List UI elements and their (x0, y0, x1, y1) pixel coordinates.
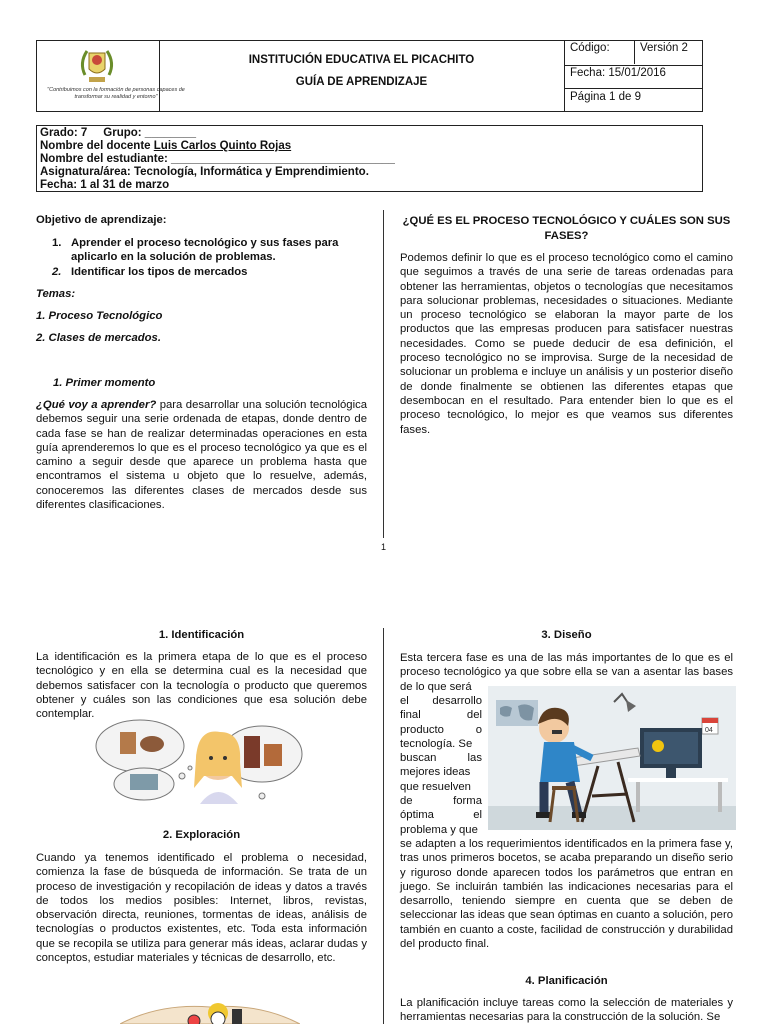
motto: "Contribuimos con la formación de personas capaces de transformar su realidad y entorno" (47, 87, 185, 100)
grade-row (40, 127, 699, 140)
thinking-girl-illustration (92, 718, 308, 804)
document-title: GUÍA DE APRENDIZAJE (295, 76, 428, 88)
topic-1: 1. Proceso Tecnológico (36, 310, 163, 322)
subject-row: Asignatura/área: Tecnología, Informática y Emprendimiento. (40, 166, 369, 178)
objective-title: Objetivo de aprendizaje: (36, 214, 167, 226)
teacher-row (40, 140, 699, 153)
design-col-line: del (466, 709, 482, 722)
institution-name: INSTITUCIÓN EDUCATIVA EL PICACHITO (248, 54, 475, 66)
design-col-line: buscan (400, 752, 437, 765)
design-col-line: las (467, 752, 482, 765)
topic-2: 2. Clases de mercados. (36, 332, 161, 344)
process-title: ¿QUÉ ES EL PROCESO TECNOLÓGICO Y CUÁLES SON SUS FASES? (402, 215, 731, 242)
student-info-box (36, 125, 703, 192)
design-col-line: o (475, 723, 482, 736)
world-map-icon (496, 700, 538, 726)
moment-title: 1. Primer momento (53, 377, 156, 389)
design-narrow-column (400, 694, 482, 837)
learn-paragraph (36, 398, 367, 512)
identification-paragraph: La identificación es la primera etapa de lo que es el proceso tecnológico y en ella se determina cual es la necesidad que debemos satisfacer con la tecnología o producto que queremos obtener y cuáles son las condiciones que esa solución debe contemplar. (36, 651, 367, 721)
lightbulb-icon (652, 740, 664, 752)
exploration-paragraph: Cuando ya tenemos identificado el problema o necesidad, comienza la fase de búsqueda de información. Se trata de un proceso de investigación y recopilación de ideas y datos a través de todos los medios posibles: Internet, libros, revistas, observación directa, reuniones, tormentas de ideas, análisis de tecnologías o productos existentes, etc. Toda esta información que se recopila se utiliza para generar más ideas, aclarar dudas y conceptos, estudiar materiales y técnicas de desarrollo, etc. (36, 852, 367, 965)
objective-1-text: Aprender el proceso tecnológico y sus fases para aplicarlo en la solución de problemas. (71, 237, 339, 264)
planning-title: 4. Planificación (525, 975, 608, 987)
header-table (36, 40, 703, 112)
design-col-line: de (400, 795, 413, 808)
design-col-line: tecnología. Se (400, 737, 473, 750)
student-row: Nombre del estudiante: ___________________________________ (40, 153, 395, 165)
designer-illustration (488, 686, 736, 830)
date-field: Fecha: 15/01/2016 (570, 67, 666, 79)
learn-question: ¿Qué voy a aprender? (36, 399, 157, 411)
design-col-line: el (400, 695, 409, 707)
objective-2: 2. Identificar los tipos de mercados (52, 265, 370, 279)
design-paragraph: se adapten a los requerimientos identificados en la primera fase y, tras unos primeros bocetos, se acaba preparando un diseño serio y riguroso donde aparecen todos los parámetros que entran en juego. Se incluirán también las indicaciones necesarias para el desarrollo, teniendo siempre en cuenta que se deben de seleccionar las ideas que sean óptimas en cuanto a solución, pero también en cuanto a coste, facilidad de construcción y durabilidad del producto final. (400, 838, 733, 951)
design-col-line: el (473, 809, 482, 822)
school-logo (77, 45, 117, 87)
teacher-name: Luis Carlos Quinto Rojas (153, 140, 292, 152)
objective-1: 1. Aprender el proceso tecnológico y sus fases para aplicarlo en la solución de problemas. (52, 236, 370, 265)
design-col-line: que resuelven (400, 780, 471, 793)
design-col-line: desarrollo (432, 695, 482, 707)
process-paragraph: Podemos definir lo que es el proceso tecnológico como el camino que seguimos a través de una serie de tareas ordenadas para obtener las herramientas, objetos o tecnologías que necesitamos para solucionar problemas, necesidades o situaciones. Mediante un proceso tecnológico se elaboran la mayor parte de los productos que las empresas producen para satisfacer nuestras necesidades. Como se puede deducir de esa definición, el proceso tecnológico no se improvisa. Surge de la necesidad de solucionar un problema e incluye un análisis y un posterior diseño de donde finalmente se obtienen las diferentes etapas que desembocan en el resultado. Para entender bien lo que es el proceso tecnológico, lo mejor es que veamos sus diferentes fases. (400, 252, 733, 436)
version: Versión 2 (640, 42, 688, 54)
design-intro: Esta tercera fase es una de las más importantes de lo que es el proceso tecnológico ya que sobre ella se van a asentar las bases de lo que será (400, 652, 733, 693)
page-field: Página 1 de 9 (570, 91, 641, 103)
calendar-day: 04 (705, 727, 713, 734)
teacher-label: Nombre del docente (40, 140, 151, 152)
learn-text: para desarrollar una solución tecnológica debemos seguir una serie ordenada de etapas, donde dentro de cada fase se han de realizar determinadas operaciones en esta guía aprenderemos lo que es el proceso tecnológico ya que es el camino a seguir desde que aparece un problema hasta que encontramos el sistema u objeto que lo resuelve, además, conoceremos las diferentes clases de mercados desde sus diferentes clasificaciones. (36, 399, 368, 512)
design-title: 3. Diseño (541, 629, 592, 641)
group: Grupo: ________ (103, 127, 196, 139)
identification-title: 1. Identificación (158, 629, 245, 641)
exploration-title: 2. Exploración (162, 829, 241, 841)
topics-title: Temas: (36, 288, 76, 300)
design-col-line: forma (453, 795, 482, 808)
calendar-icon (702, 718, 718, 734)
page-number: 1 (381, 542, 387, 552)
design-col-line: mejores ideas (400, 766, 471, 779)
code-label: Código: (570, 42, 610, 54)
design-col-line: problema y que (400, 823, 478, 836)
explorer-illustration (120, 999, 300, 1024)
grade: Grado: 7 (40, 127, 88, 139)
design-col-line: final (400, 709, 421, 722)
design-col-line: producto (400, 723, 444, 736)
date-row: Fecha: 1 al 31 de marzo (40, 179, 170, 191)
objective-2-text: Identificar los tipos de mercados (71, 266, 248, 278)
design-col-line: óptima (400, 809, 434, 822)
planning-paragraph: La planificación incluye tareas como la selección de materiales y herramientas necesarias para la construcción de la solución. Se (400, 997, 733, 1024)
